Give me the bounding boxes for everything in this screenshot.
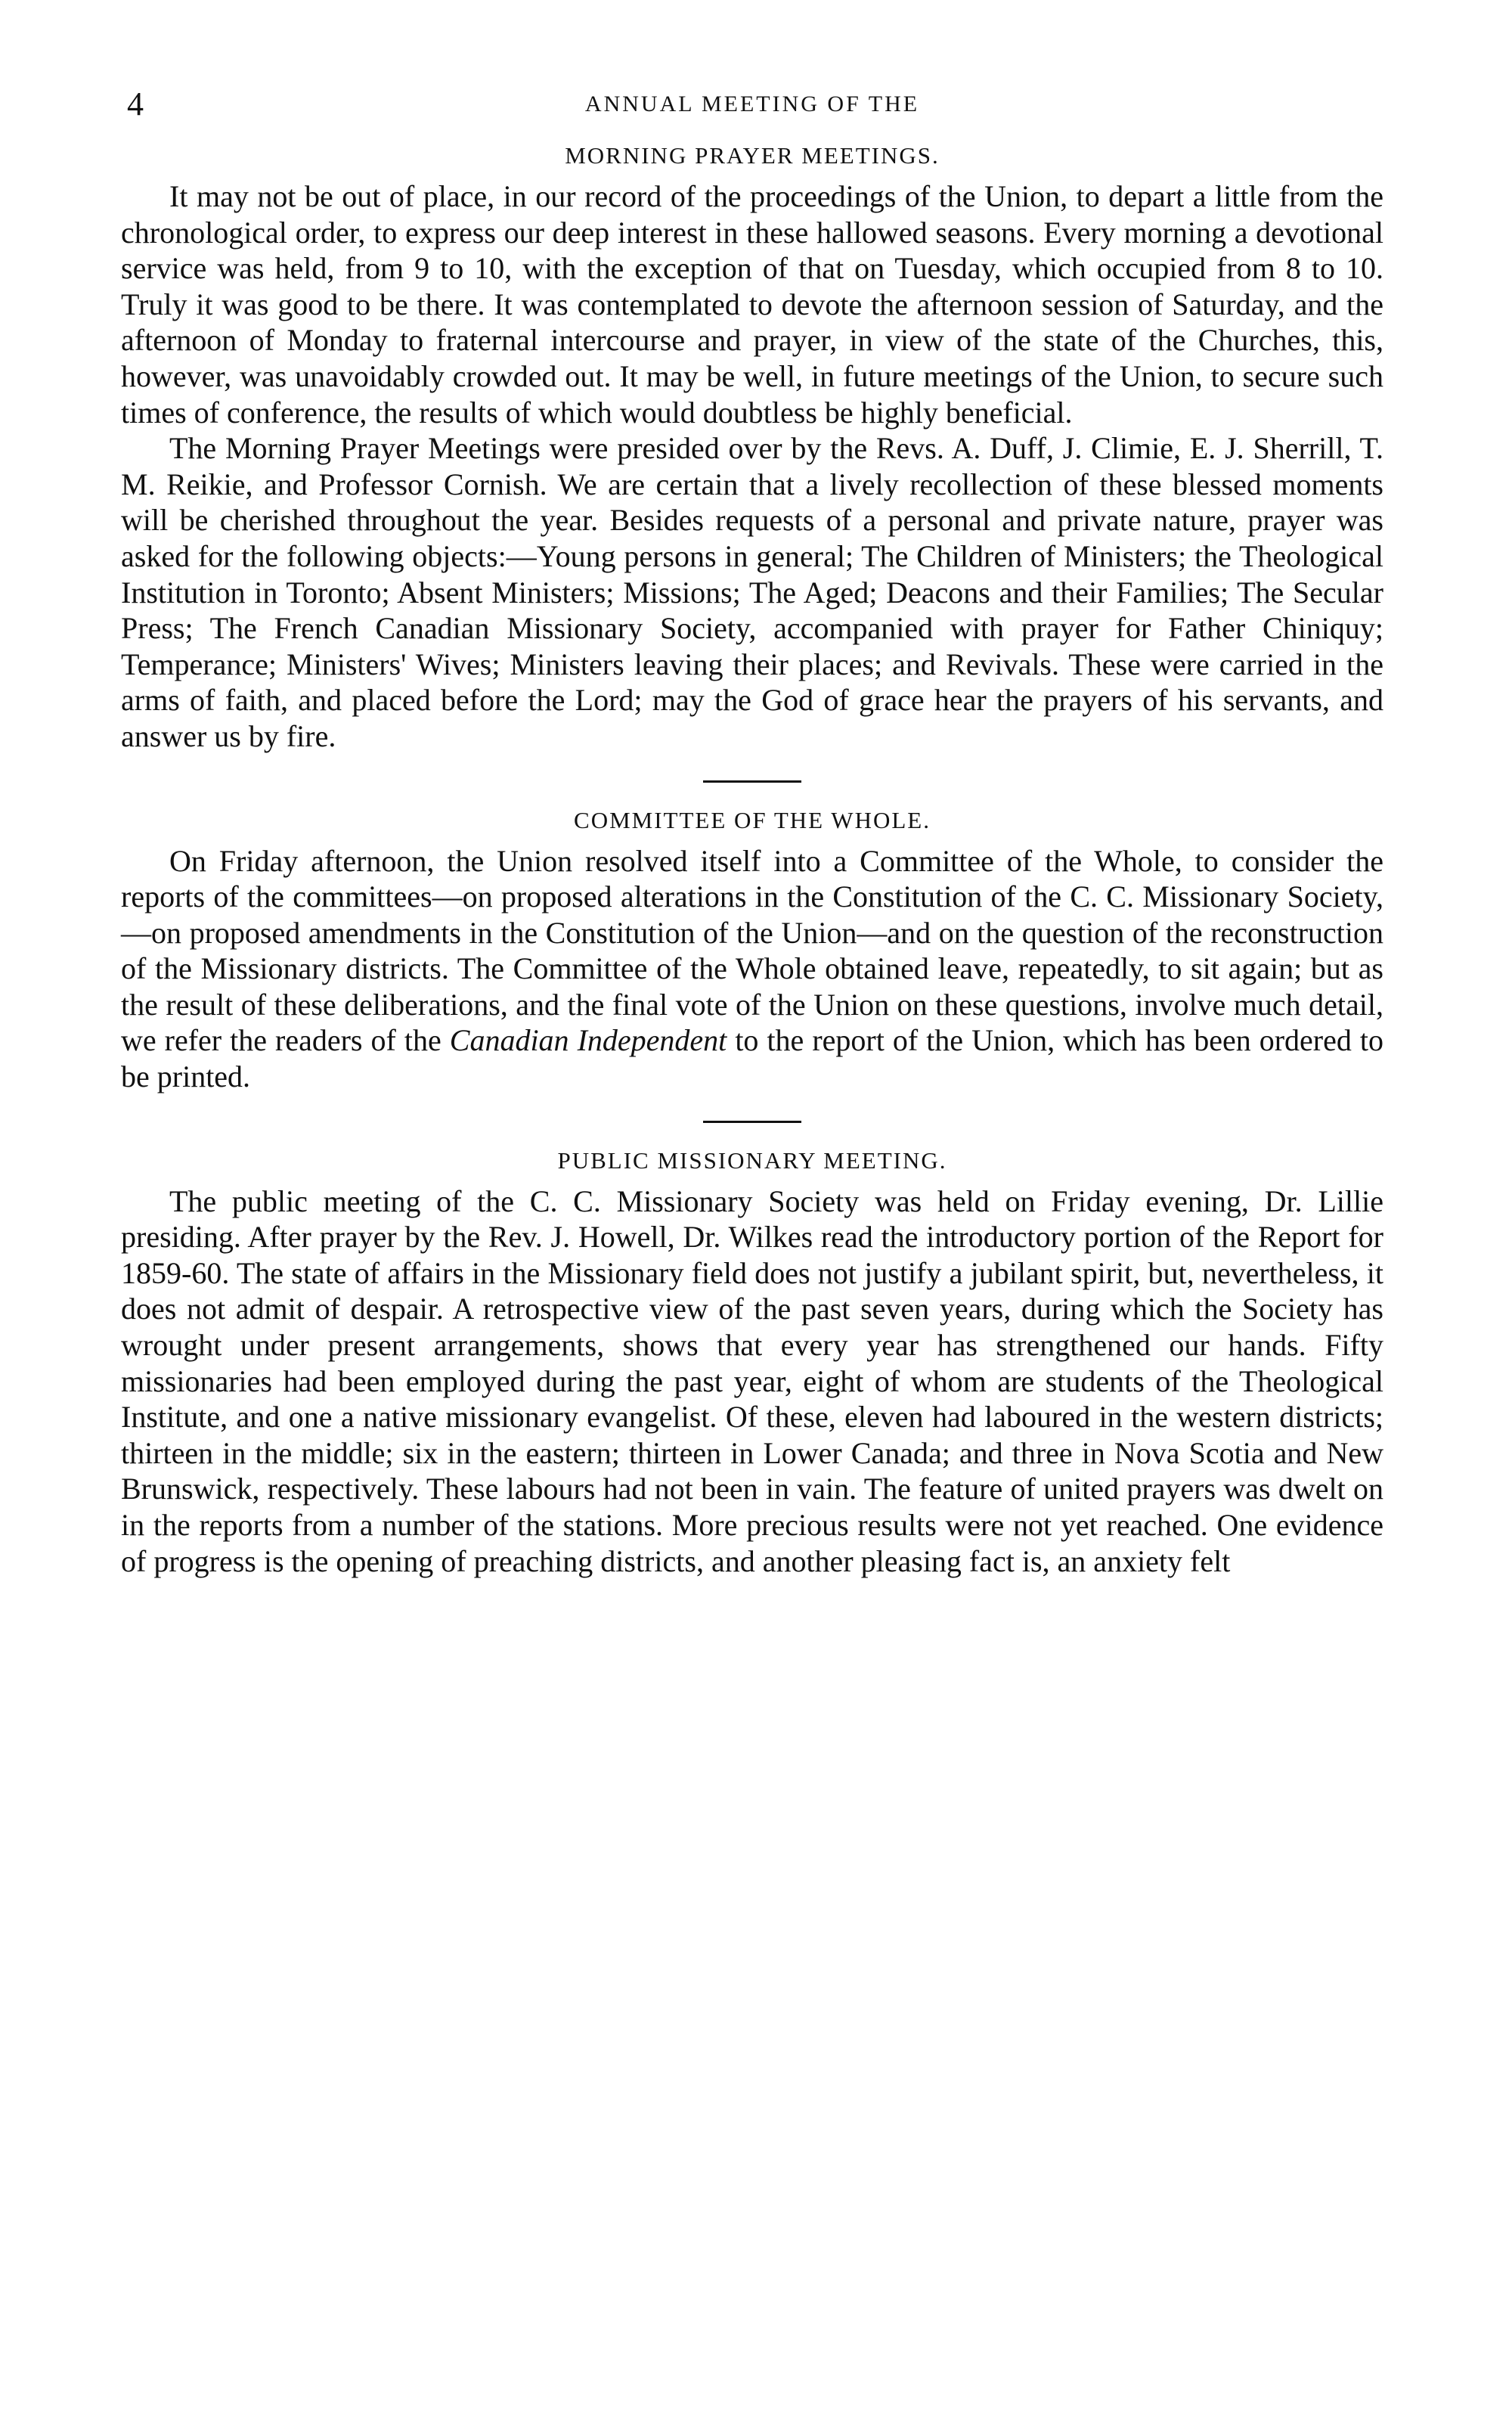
italic-title: Canadian Independent [449, 1023, 727, 1058]
paragraph [121, 843, 1383, 1095]
section-public-missionary-meeting [121, 1143, 1383, 1580]
page-number: 4 [127, 85, 144, 123]
running-head [121, 82, 1383, 127]
page [121, 82, 1383, 1579]
paragraph: The public meeting of the C. C. Missionary Society was held on Friday evening, Dr. Lillie presiding. After prayer by the Rev. J. Howell, Dr. Wilkes read the introductory portion of the Report for 1859-60. The state of affairs in the Missionary field does not justify a jubilant spirit, but, nevertheless, it does not admit of despair. A retrospective view of the past seven years, during which the Society has wrought under present arrangements, shows that every year has strengthened our hands. Fifty missionaries had been employed during the past year, eight of whom are students of the Theological Institute, and one a native missionary evangelist. Of these, eleven had laboured in the western districts; thirteen in the middle; six in the eastern; thirteen in Lower Canada; and three in Nova Scotia and New Brunswick, respectively. These labours had not been in vain. The feature of united prayers was dwelt on in the reports from a number of the stations. More precious results were not yet reached. One evidence of progress is the opening of preaching districts, and another pleasing fact is, an anxiety felt [121, 1183, 1383, 1578]
paragraph: The Morning Prayer Meetings were presided over by the Revs. A. Duff, J. Climie, E. J. Sherrill, T. M. Reikie, and Professor Cornish. We are certain that a lively recollection of these blessed moments will be cherished throughout the year. Besides requests of a personal and private nature, prayer was asked for the following objects:—Young persons in general; The Children of Ministers; the Theological Institution in Toronto; Absent Ministers; Missions; The Aged; Deacons and their Families; The Secular Press; The French Canadian Missionary Society, accompanied with prayer for Father Chiniquy; Temperance; Ministers' Wives; Ministers leaving their places; and Revivals. These were carried in the arms of faith, and placed before the Lord; may the God of grace hear the prayers of his servants, and answer us by fire. [121, 431, 1383, 753]
section-divider [703, 780, 801, 783]
section-committee-of-the-whole [121, 802, 1383, 1095]
running-title: ANNUAL MEETING OF THE [584, 92, 920, 116]
section-heading: MORNING PRAYER MEETINGS. [565, 142, 940, 169]
section-heading: PUBLIC MISSIONARY MEETING. [557, 1146, 947, 1174]
section-morning-prayer [121, 138, 1383, 755]
paragraph-text: to the report of the Union, which has been ordered to be printed. [121, 1023, 1384, 1094]
paragraph: It may not be out of place, in our record of the proceedings of the Union, to depart a little from the chronological order, to express our deep interest in these hallowed seasons. Every morning a devotional service was held, from 9 to 10, with the exception of that on Tuesday, which occupied from 8 to 10. Truly it was good to be there. It was contemplated to devote the afternoon session of Saturday, and the afternoon of Monday to fraternal intercourse and prayer, in view of the state of the Churches, this, however, was unavoidably crowded out. It may be well, in future meetings of the Union, to secure such times of conference, the results of which would doubtless be highly beneficial. [121, 179, 1383, 430]
paragraph-text: On Friday afternoon, the Union resolved itself into a Committee of the Whole, to consider the reports of the committees—on proposed alterations in the Constitution of the C. C. Missionary Society,—on proposed amendments in the Constitution of the Union—and on the question of the reconstruction of the Missionary districts. The Committee of the Whole obtained leave, repeatedly, to sit again; but as the result of these deliberations, and the final vote of the Union on these questions, involve much detail, we refer the readers of the [121, 843, 1383, 1058]
section-divider [703, 1121, 801, 1123]
section-heading: COMMITTEE OF THE WHOLE. [574, 806, 931, 833]
